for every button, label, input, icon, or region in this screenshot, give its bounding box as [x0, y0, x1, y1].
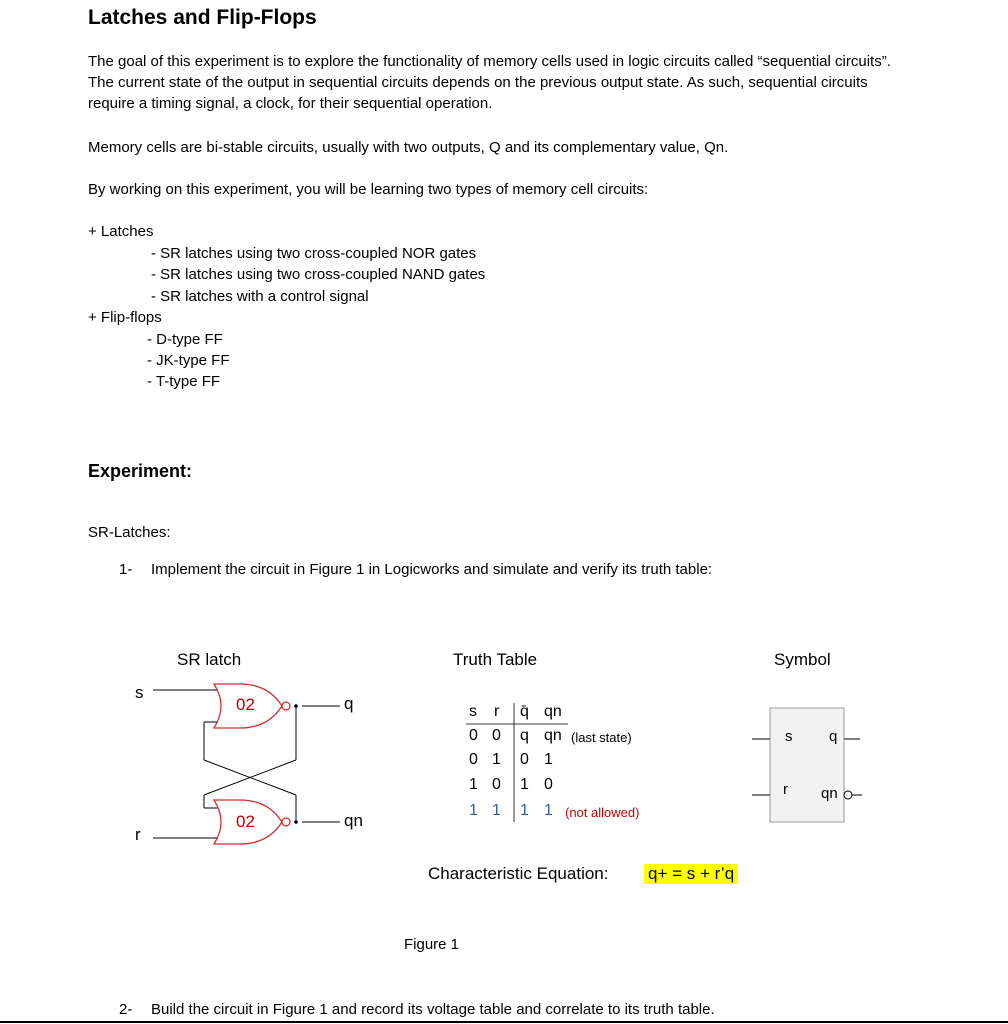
step-text: Build the circuit in Figure 1 and record its voltage table and correlate to its truth table.: [151, 1001, 715, 1018]
char-eq-label: Characteristic Equation:: [428, 864, 609, 883]
char-eq-value: q+ = s + r’q: [644, 864, 738, 884]
intro-paragraph: The goal of this experiment is to explore the functionality of memory cells used in logic circuits called “sequential circuits”. The current state of the output in sequential circuits depends on the previous output state. As such, sequential circuits require a timing signal, a clock, for their sequential operation.: [88, 53, 891, 112]
truth-cell: 0: [520, 751, 529, 768]
nor-gate-top-bubble: [282, 702, 290, 710]
gate-bottom-label: 02: [236, 812, 255, 831]
truth-header-q: q̄: [520, 703, 529, 720]
output-q-label: q: [344, 694, 354, 713]
symbol-box: [770, 708, 844, 822]
truth-cell: 1: [469, 776, 478, 793]
flipflop-item: - JK-type FF: [147, 352, 230, 369]
page-bottom-rule: [0, 1021, 1008, 1023]
latch-item: - SR latches with a control signal: [151, 288, 369, 305]
truth-header-r: r: [494, 703, 500, 720]
nor-gate-bottom-bubble: [282, 818, 290, 826]
latches-heading: + Latches: [88, 223, 154, 240]
figure-caption: Figure 1: [404, 936, 460, 953]
truth-cell: 1: [520, 776, 529, 793]
symbol-label: Symbol: [774, 650, 831, 669]
symbol-s-label: s: [785, 728, 793, 745]
truth-header-s: s: [469, 703, 477, 720]
learning-paragraph: By working on this experiment, you will be learning two types of memory cell circuits:: [88, 181, 649, 198]
truth-note: (not allowed): [565, 805, 640, 820]
truth-cell: 1: [544, 802, 553, 819]
flipflop-item: - D-type FF: [147, 331, 223, 348]
page-title: Latches and Flip-Flops: [88, 6, 317, 29]
truth-cell: 0: [544, 776, 553, 793]
sr-latches-heading: SR-Latches:: [88, 524, 171, 541]
flipflop-item: - T-type FF: [147, 373, 221, 390]
symbol-qn-label: qn: [821, 785, 838, 802]
symbol-q-label: q: [829, 728, 838, 745]
junction-dot: [294, 820, 298, 824]
symbol-r-label: r: [783, 781, 788, 798]
truth-cell: 0: [469, 727, 478, 744]
truth-cell: 0: [469, 751, 478, 768]
memory-paragraph: Memory cells are bi-stable circuits, usually with two outputs, Q and its complementary value, Qn.: [88, 139, 729, 156]
step-number: 1-: [119, 561, 133, 578]
truth-header-qn: qn: [544, 703, 562, 720]
truth-cell: 1: [520, 802, 529, 819]
input-s-label: s: [135, 683, 144, 702]
input-r-label: r: [135, 825, 141, 844]
truth-cell: qn: [544, 727, 562, 744]
experiment-heading: Experiment:: [88, 461, 193, 481]
truth-cell: 1: [492, 751, 501, 768]
truth-note: (last state): [571, 730, 632, 745]
latch-item: - SR latches using two cross-coupled NAND gates: [151, 266, 486, 283]
junction-dot: [294, 704, 298, 708]
latch-item: - SR latches using two cross-coupled NOR gates: [151, 245, 477, 262]
gate-top-label: 02: [236, 695, 255, 714]
truth-cell: 1: [492, 802, 501, 819]
symbol-qn-bubble: [844, 791, 852, 799]
flipflops-heading: + Flip-flops: [88, 309, 162, 326]
truth-cell: q: [520, 727, 529, 744]
truth-cell: 1: [544, 751, 553, 768]
truth-table-label: Truth Table: [453, 650, 538, 669]
step-number: 2-: [119, 1001, 133, 1018]
output-qn-label: qn: [344, 811, 363, 830]
truth-cell: 0: [492, 776, 501, 793]
truth-cell: 0: [492, 727, 501, 744]
step-text: Implement the circuit in Figure 1 in Logicworks and simulate and verify its truth table:: [151, 561, 713, 578]
truth-cell: 1: [469, 802, 478, 819]
sr-latch-label: SR latch: [177, 650, 242, 669]
